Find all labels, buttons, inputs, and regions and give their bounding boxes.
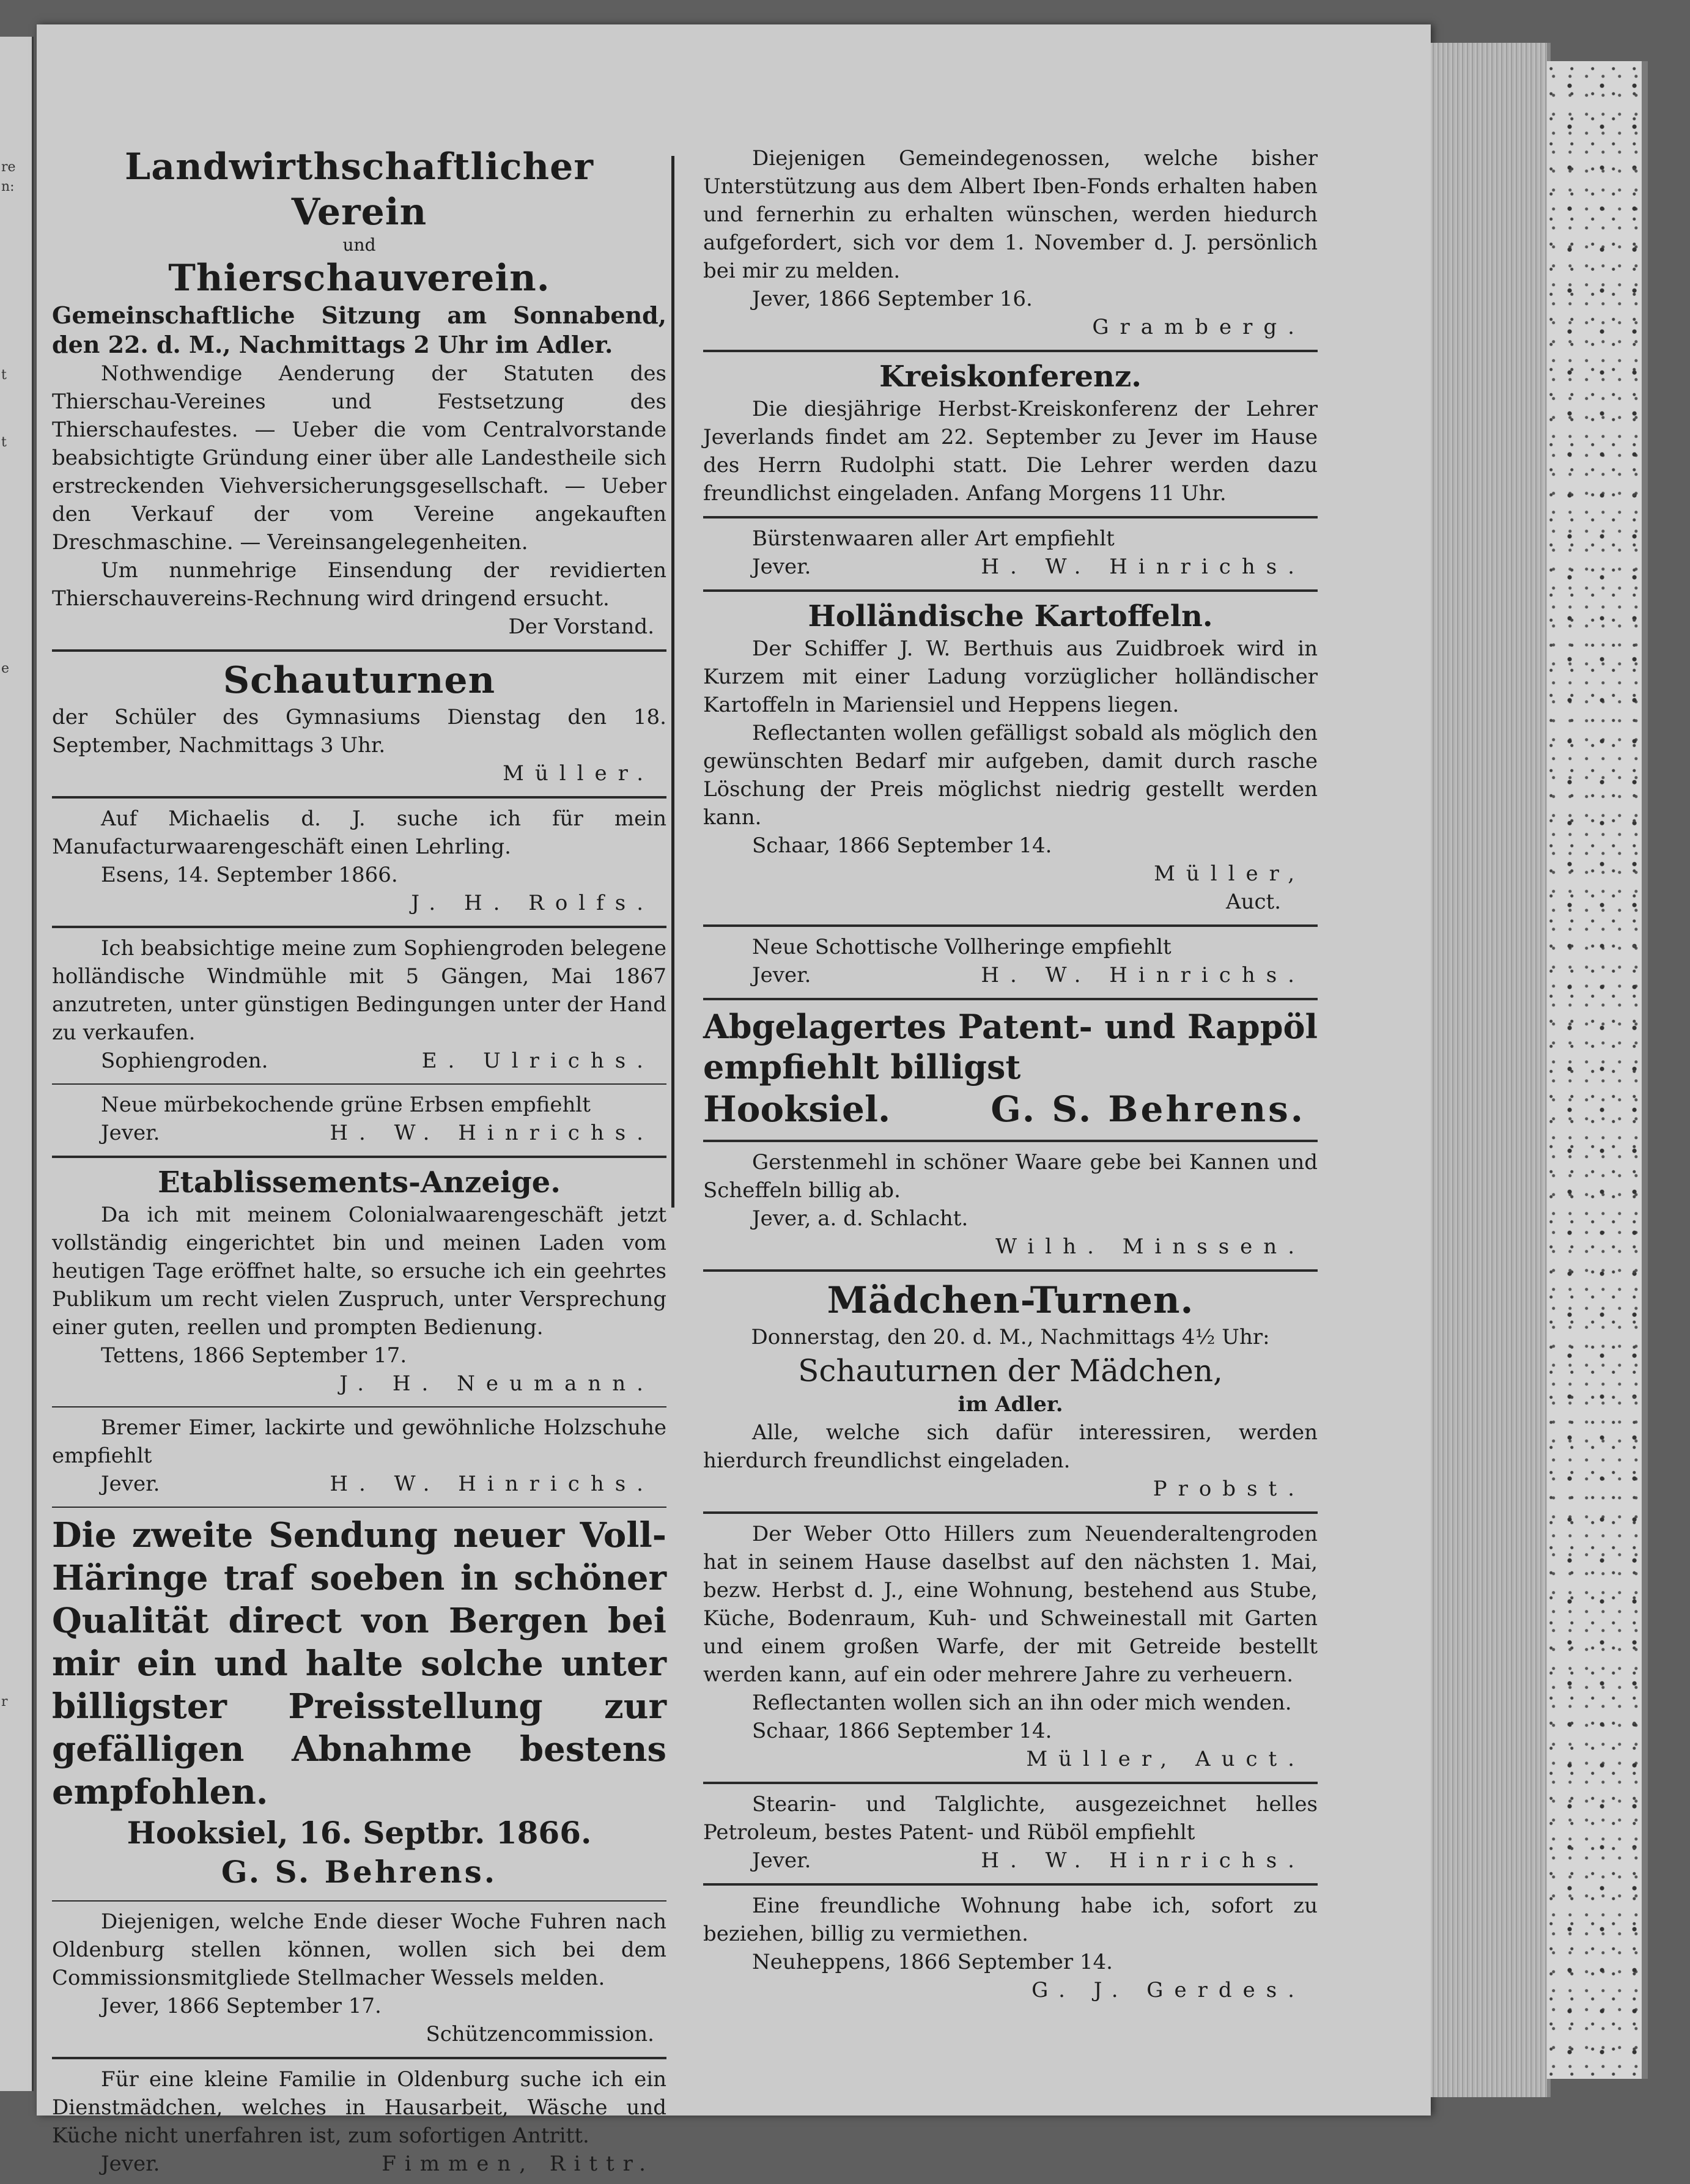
column-divider xyxy=(671,156,674,1208)
ad-footer xyxy=(52,1119,666,1147)
ad-buersten xyxy=(703,521,1318,587)
divider xyxy=(52,1406,666,1407)
ad-signature: Gramberg. xyxy=(1092,315,1305,339)
ad-etablissement xyxy=(52,1160,666,1404)
ad-title: Landwirthschaftlicher Verein xyxy=(125,146,594,234)
ad-signature: Müller, Auct. xyxy=(1026,1747,1305,1771)
ad-body: Nothwendige Aenderung der Statuten des Thierschau-Vereines und Festsetzung des Thierschaufestes. — Ueber die vom Centralvorstande beabsichtigte Gründung einer über alle Landestheile sich erstreckenden Viehversicherungsgesellschaft. — Ueber den Verkauf der vom Vereine angekauften Dreschmaschine. — Vereinsangelegenheiten. xyxy=(52,361,666,555)
ad-signature: H. W. Hinrichs. xyxy=(981,963,1305,987)
right-column xyxy=(703,141,1318,2010)
ad-body: Die zweite Sendung neuer Voll-Häringe traf soeben in schöner Qualität direct von Bergen bei mir ein und halte solche unter billigster Preisstellung zur gefälligen Abnahme bestens empfohlen. xyxy=(52,1515,666,1812)
ad-line: Donnerstag, den 20. d. M., Nachmittags 4½ Uhr: xyxy=(751,1325,1270,1349)
ad-title: Mädchen-Turnen. xyxy=(827,1279,1194,1322)
divider xyxy=(703,1140,1318,1142)
ad-place: Jever. xyxy=(752,555,811,579)
ad-title: Thierschauverein. xyxy=(168,257,550,300)
left-page-fragment: n: xyxy=(1,179,15,194)
ad-haeringe xyxy=(52,1510,666,1898)
ad-body: Neue Schottische Vollheringe empfiehlt xyxy=(752,935,1172,959)
ad-body: Stearin- und Talglichte, ausgezeichnet helles Petroleum, bestes Patent- und Rüböl empfiehlt xyxy=(703,1792,1318,1845)
ad-body: Diejenigen Gemeindegenossen, welche bisher Unterstützung aus dem Albert Iben-Fonds erhalten haben und fernerhin zu erhalten wünschen, werden hiedurch aufgefordert, sich vor dem 1. November d. J. persönlich bei mir zu melden. xyxy=(703,146,1318,283)
left-page-fragment: re xyxy=(1,160,16,175)
ad-line: Schauturnen der Mädchen, xyxy=(798,1353,1223,1389)
ad-body: Für eine kleine Familie in Oldenburg suche ich ein Dienstmädchen, welches in Hausarbeit, Wäsche und Küche nicht unerfahren ist, zum sofortigen Antritt. xyxy=(52,2067,666,2148)
ad-signature: H. W. Hinrichs. xyxy=(981,1848,1305,1873)
ad-body: Da ich mit meinem Colonialwaarengeschäft jetzt vollständig eingerichtet bin und meinen Laden vom heutigen Tage eröffnet halte, so ersuche ich ein geehrtes Publikum um recht vielen Zuspruch, unter Versprechung einer guten, reellen und prompten Bedienung. xyxy=(52,1203,666,1340)
ad-signature: Wilh. Minssen. xyxy=(995,1234,1305,1259)
divider xyxy=(703,516,1318,518)
ad-kartoffeln xyxy=(703,594,1318,922)
ad-signature: Fimmen, Rittr. xyxy=(382,2152,654,2176)
ad-signature: Probst. xyxy=(1153,1477,1305,1501)
ad-windmuehle xyxy=(52,931,666,1081)
ad-signature-title: Auct. xyxy=(1226,890,1281,914)
ad-body: Alle, welche sich dafür interessiren, werden hierdurch freundlichst eingeladen. xyxy=(703,1420,1318,1473)
ad-lehrling xyxy=(52,801,666,923)
ad-subtitle: Gemeinschaftliche Sitzung am Sonnabend, den 22. d. M., Nachmittags 2 Uhr im Adler. xyxy=(52,301,666,358)
ad-footer xyxy=(703,553,1318,581)
ad-rappoel xyxy=(703,1003,1318,1137)
ad-place: Jever. xyxy=(101,1121,160,1145)
divider xyxy=(703,1269,1318,1272)
ad-title: Schauturnen xyxy=(223,659,496,702)
ad-place: Jever. xyxy=(101,2152,160,2176)
ad-body: Die diesjährige Herbst-Kreiskonferenz der Lehrer Jeverlands findet am 22. September zu Jever im Hause des Herrn Rudolphi statt. Die Lehrer werden dazu freundlichst eingeladen. Anfang Morgens 11 Uhr. xyxy=(703,397,1318,506)
ad-place-date: Schaar, 1866 September 14. xyxy=(752,1719,1052,1743)
ad-footer xyxy=(703,1087,1318,1131)
ad-body: Bremer Eimer, lackirte und gewöhnliche Holzschuhe empfiehlt xyxy=(52,1415,666,1468)
ad-schauturnen xyxy=(52,654,666,794)
ad-place: Hooksiel. xyxy=(703,1088,891,1130)
divider xyxy=(52,649,666,652)
ad-place-date: Esens, 14. September 1866. xyxy=(101,863,398,887)
ad-body: Neue mürbekochende grüne Erbsen empfiehlt xyxy=(101,1093,591,1117)
ad-body: Auf Michaelis d. J. suche ich für mein Manufacturwaarengeschäft einen Lehrling. xyxy=(52,806,666,859)
ad-signature: E. Ulrichs. xyxy=(421,1049,654,1073)
ad-body: der Schüler des Gymnasiums Dienstag den 18. September, Nachmittags 3 Uhr. xyxy=(52,705,666,758)
left-page-fragment: t xyxy=(1,367,7,383)
divider xyxy=(703,924,1318,927)
ad-fuhren xyxy=(52,1904,666,2054)
ad-footer xyxy=(703,961,1318,989)
ad-signature: G. S. Behrens. xyxy=(991,1088,1305,1130)
divider xyxy=(52,796,666,799)
ad-body: Eine freundliche Wohnung habe ich, sofort zu beziehen, billig zu vermiethen. xyxy=(703,1894,1318,1946)
ad-footer xyxy=(52,2150,666,2178)
ad-place: Jever. xyxy=(101,1472,160,1496)
ad-place-date: Jever, 1866 September 16. xyxy=(752,287,1033,311)
left-page-fragment: r xyxy=(1,1694,8,1710)
divider xyxy=(703,998,1318,1000)
ad-title: Etablissements-Anzeige. xyxy=(158,1165,561,1200)
ad-signature: H. W. Hinrichs. xyxy=(330,1472,654,1496)
divider xyxy=(52,1507,666,1508)
ad-wohnung-gerdes xyxy=(703,1888,1318,2010)
left-page-fragment: e xyxy=(1,661,10,676)
ad-landwirthschaftlicher-verein xyxy=(52,141,666,647)
ad-signature: G. S. Behrens. xyxy=(221,1854,498,1890)
divider xyxy=(52,1083,666,1085)
ad-signature: Schützencommission. xyxy=(426,2022,654,2046)
divider xyxy=(703,350,1318,352)
ad-body: Der Weber Otto Hillers zum Neuenderaltengroden hat in seinem Hause daselbst auf den nächsten 1. Mai, bezw. Herbst d. J., eine Wohnung, bestehend aus Stube, Küche, Bodenraum, Kuh- und Schweinestall mit Garten und einem großen Warfe, der mit Getreide bestellt werden kann, auf ein oder mehrere Jahre zu verheuern. xyxy=(703,1522,1318,1687)
ad-signature: J. H. Rolfs. xyxy=(411,891,654,915)
ad-wohnung-hillers xyxy=(703,1516,1318,1779)
ad-signature: Der Vorstand. xyxy=(508,614,654,639)
ad-body: Um nunmehrige Einsendung der revidierten Thierschauvereins-Rechnung wird dringend ersucht. xyxy=(52,558,666,611)
ad-signature: Müller, xyxy=(1154,861,1305,886)
ad-footer xyxy=(52,1470,666,1498)
ad-place: Jever. xyxy=(752,963,811,987)
divider xyxy=(52,2057,666,2059)
ad-title-connector: und xyxy=(342,235,376,255)
divider xyxy=(52,1900,666,1902)
ad-place-date: Schaar, 1866 September 14. xyxy=(752,833,1052,858)
ad-dienstmaedchen xyxy=(52,2062,666,2184)
left-column xyxy=(52,141,666,2184)
ad-place: Sophiengroden. xyxy=(101,1049,268,1073)
book-page-edges xyxy=(1431,43,1551,2097)
ad-body: Reflectanten wollen gefälligst sobald als möglich den gewünschten Bedarf mir aufgeben, damit durch rasche Löschung der Preis möglichst niedrig gestellt werden kann. xyxy=(703,721,1318,830)
book-cover-edge xyxy=(1547,61,1648,2079)
ad-signature: G. J. Gerdes. xyxy=(1031,1978,1305,2002)
ad-body: Bürstenwaaren aller Art empfiehlt xyxy=(752,526,1115,551)
divider xyxy=(52,1156,666,1158)
divider xyxy=(703,1782,1318,1784)
ad-place-date: Tettens, 1866 September 17. xyxy=(101,1343,407,1368)
ad-line: im Adler. xyxy=(958,1392,1063,1417)
ad-body: Gerstenmehl in schöner Waare gebe bei Kannen und Scheffeln billig ab. xyxy=(703,1150,1318,1203)
ad-place: Jever. xyxy=(752,1848,811,1873)
ad-stearin xyxy=(703,1787,1318,1881)
ad-footer xyxy=(703,1846,1318,1875)
ad-gerstenmehl xyxy=(703,1145,1318,1267)
divider xyxy=(703,1511,1318,1514)
divider xyxy=(703,589,1318,592)
ad-footer xyxy=(52,1047,666,1075)
ad-body: Abgelagertes Patent- und Rappöl empfiehlt billigst xyxy=(703,1007,1318,1086)
ad-body: Diejenigen, welche Ende dieser Woche Fuhren nach Oldenburg stellen können, wollen sich bei dem Commissionsmitgliede Stellmacher Wessels melden. xyxy=(52,1909,666,1990)
ad-place-date: Jever, 1866 September 17. xyxy=(101,1994,382,2018)
ad-vollheringe xyxy=(703,929,1318,995)
ad-kreiskonferenz xyxy=(703,355,1318,514)
ad-signature: H. W. Hinrichs. xyxy=(330,1121,654,1145)
ad-signature: Müller. xyxy=(503,761,654,786)
ad-place: Jever, a. d. Schlacht. xyxy=(752,1206,969,1231)
divider xyxy=(703,1883,1318,1886)
ad-body: Ich beabsichtige meine zum Sophiengroden belegene holländische Windmühle mit 5 Gängen, Mai 1867 anzutreten, unter günstigen Bedingungen unter der Hand zu verkaufen. xyxy=(52,936,666,1045)
ad-title: Holländische Kartoffeln. xyxy=(808,599,1213,633)
left-page-edge xyxy=(0,37,34,2091)
ad-ibenfonds xyxy=(703,141,1318,347)
ad-body: Reflectanten wollen sich an ihn oder mich wenden. xyxy=(752,1691,1292,1715)
ad-eimer xyxy=(52,1410,666,1504)
ad-signature: J. H. Neumann. xyxy=(339,1371,654,1396)
ad-body: Der Schiffer J. W. Berthuis aus Zuidbroek wird in Kurzem mit einer Ladung vorzüglicher holländischer Kartoffeln in Mariensiel und Heppens liegen. xyxy=(703,636,1318,717)
ad-signature: H. W. Hinrichs. xyxy=(981,555,1305,579)
ad-maedchenturnen xyxy=(703,1274,1318,1509)
ad-place-date: Neuheppens, 1866 September 14. xyxy=(752,1950,1113,1974)
left-page-fragment: t xyxy=(1,435,7,450)
divider xyxy=(52,926,666,928)
ad-erbsen xyxy=(52,1087,666,1153)
ad-place-date: Hooksiel, 16. Septbr. 1866. xyxy=(127,1815,592,1851)
ad-title: Kreiskonferenz. xyxy=(879,360,1142,394)
